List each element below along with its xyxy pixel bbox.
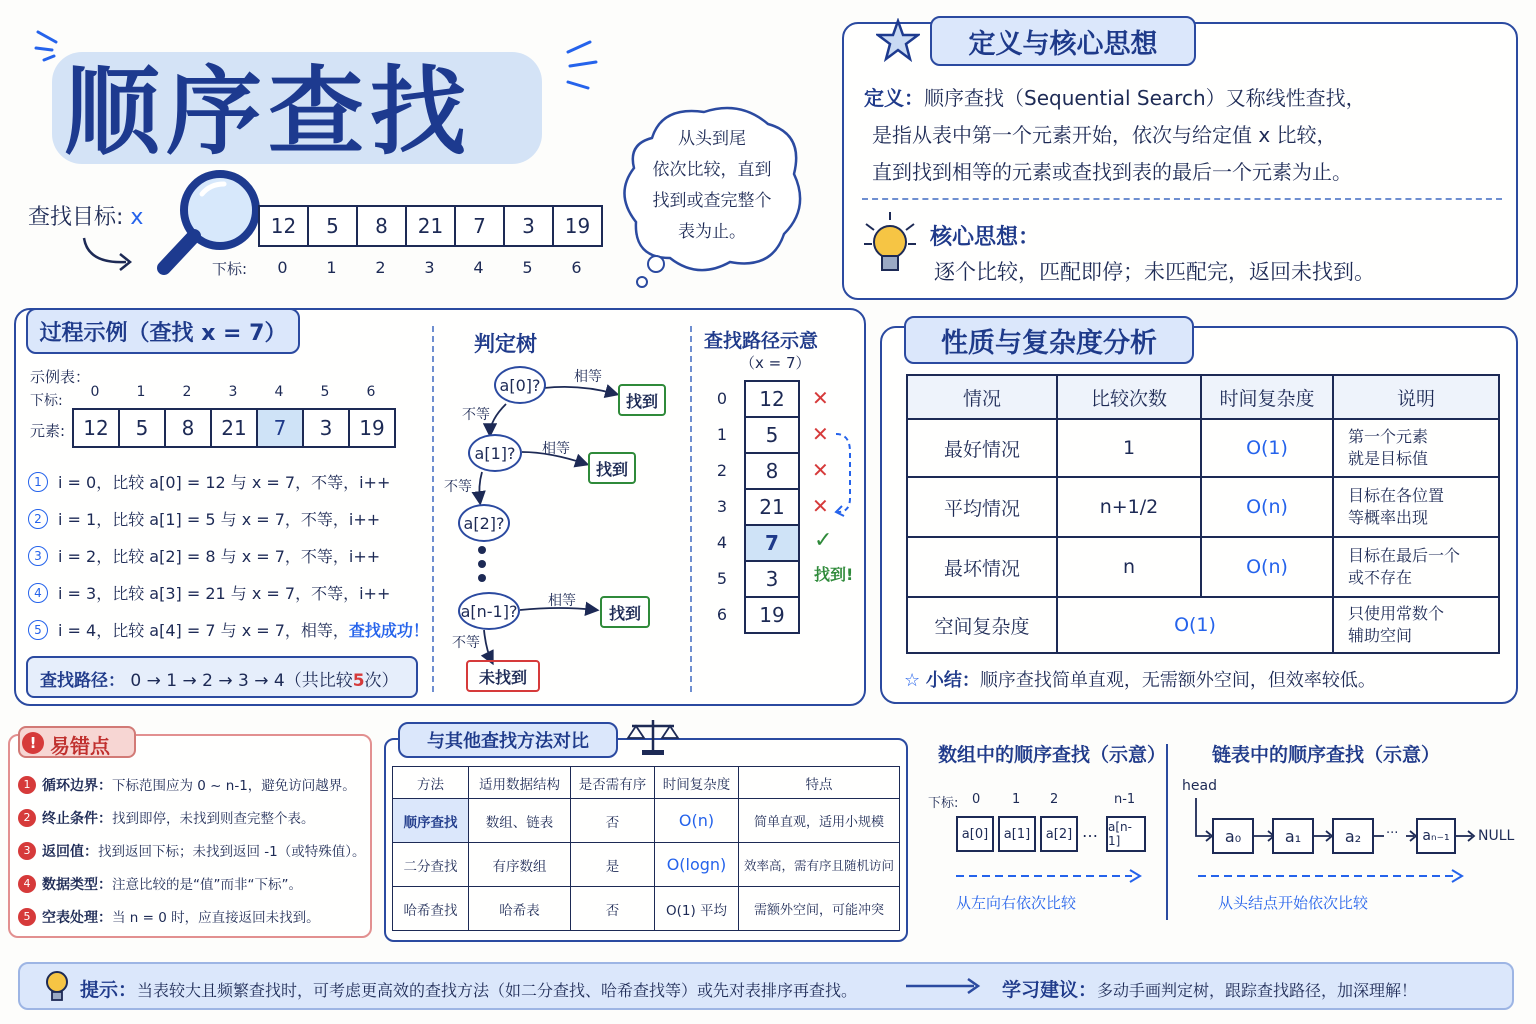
- prop-note: 第一个元素 就是目标值: [1333, 419, 1499, 477]
- prop-header-case: 情况: [907, 375, 1057, 419]
- list-node: aₙ₋₁: [1416, 818, 1456, 854]
- footer-bulb-icon: [42, 968, 72, 1004]
- step-item: [28, 470, 390, 493]
- compare-cell: 是: [571, 843, 655, 887]
- tree-node-n: a[n-1]?: [458, 592, 520, 630]
- definition-text: 定义：顺序查找（Sequential Search）又称线性查找， 是指从表中第一个元素开始，依次与给定值 x 比较， 直到找到相等的元素或查找到表的最后一个元素为止。: [864, 86, 1366, 184]
- path-index: 2: [716, 461, 728, 480]
- path-cell: 7: [744, 524, 800, 562]
- top-array-index: 5: [522, 258, 533, 277]
- definition-divider: [862, 198, 1502, 200]
- compare-cell: O(n): [655, 799, 739, 843]
- error-title: 数据类型：: [42, 877, 112, 893]
- path-index: 5: [716, 569, 728, 588]
- errors-tag: 易错点: [50, 734, 110, 758]
- summary: ☆ 小结：顺序查找简单直观，无需额外空间，但效率较低。: [904, 670, 1376, 691]
- array-index: n-1: [1114, 792, 1136, 807]
- example-index: 1: [136, 384, 146, 400]
- list-node: a₁: [1272, 818, 1314, 854]
- compare-header: 适用数据结构: [469, 767, 571, 799]
- target-label: 查找目标: x: [28, 205, 144, 230]
- top-array-index: 3: [424, 258, 435, 277]
- tree-not-found: 未找到: [466, 660, 540, 692]
- error-text: [42, 807, 315, 828]
- step-text-main: i = 1，比较 a[1] = 5 与 x = 7，不等，i++: [58, 510, 381, 529]
- array-cell: a[1]: [998, 816, 1036, 852]
- compare-header: 方法: [393, 767, 469, 799]
- cross-icon: ✕: [812, 386, 829, 410]
- top-array-cell: 3: [503, 205, 554, 247]
- step-text-main: i = 3，比较 a[3] = 21 与 x = 7，不等，i++: [58, 584, 391, 603]
- path-index: 6: [716, 605, 728, 624]
- path-cell: 21: [744, 488, 800, 526]
- lightbulb-icon: [862, 210, 918, 280]
- error-title: 空表处理：: [42, 910, 112, 926]
- tree-equal-1: 相等: [542, 441, 570, 457]
- prop-count: 1: [1057, 419, 1201, 477]
- step-number-icon: 5: [28, 620, 48, 640]
- page-title: 顺序查找: [64, 56, 472, 168]
- prop-time: O(n): [1201, 477, 1333, 537]
- top-array-cell: 5: [307, 205, 358, 247]
- footer-tip: 提示：当表较大且频繁查找时，可考虑更高效的查找方法（如二分查找、哈希查找等）或先对表排序再查找。: [80, 979, 858, 1001]
- error-item: [18, 807, 315, 828]
- array-ellipsis: …: [1082, 822, 1098, 841]
- tree-notequal-0: 不等: [462, 407, 490, 423]
- example-cell: 19: [348, 408, 396, 448]
- compare-cell: 数组、链表: [469, 799, 571, 843]
- path-cell: 5: [744, 416, 800, 454]
- tree-title: 判定树: [474, 332, 537, 356]
- error-text: [42, 906, 320, 927]
- top-array-index: 4: [473, 258, 484, 277]
- step-number-icon: 4: [28, 583, 48, 603]
- error-desc: 当 n = 0 时，应直接返回未找到。: [112, 910, 320, 926]
- curved-arrow-icon: [78, 232, 142, 276]
- array-index: 1: [1012, 792, 1021, 807]
- example-index-label: 下标:: [30, 393, 63, 409]
- error-item: [18, 840, 366, 861]
- step-text: [58, 544, 380, 567]
- bubble-text: 从头到尾 依次比较，直到 找到或查完整个 表为止。: [652, 129, 772, 242]
- warning-icon: !: [22, 732, 44, 754]
- core-text: 逐个比较，匹配即停；未匹配完，返回未找到。: [934, 260, 1375, 284]
- step-text-main: i = 2，比较 a[2] = 8 与 x = 7，不等，i++: [58, 547, 381, 566]
- prop-time: O(n): [1201, 537, 1333, 597]
- step-item: [28, 507, 380, 530]
- example-cell: 7: [256, 408, 304, 448]
- compare-header: 时间复杂度: [655, 767, 739, 799]
- step-number-icon: 3: [28, 546, 48, 566]
- top-array-cell: 7: [454, 205, 505, 247]
- top-array-cell: 8: [356, 205, 407, 247]
- magnifier-icon: [150, 160, 270, 285]
- top-array-index: 0: [277, 258, 288, 277]
- example-index: 3: [228, 384, 238, 400]
- tree-found-0: 找到: [618, 384, 666, 416]
- compare-cell: O(1) 平均: [655, 887, 739, 931]
- example-cell: 3: [302, 408, 350, 448]
- tree-node-0: a[0]?: [494, 366, 546, 404]
- compare-cell: 否: [571, 887, 655, 931]
- step-item: [28, 618, 429, 641]
- prop-case: 最好情况: [907, 419, 1057, 477]
- top-array-cell: 19: [552, 205, 603, 247]
- step-text-main: i = 4，比较 a[4] = 7 与 x = 7，相等，: [58, 621, 349, 640]
- prop-count: n: [1057, 537, 1201, 597]
- example-cell: 12: [72, 408, 120, 448]
- example-cell: 8: [164, 408, 212, 448]
- sparkle-left-icon: [30, 20, 80, 70]
- error-number-icon: 4: [18, 875, 36, 893]
- path-diagram-title: 查找路径示意: [704, 330, 819, 352]
- tree-equal-0: 相等: [574, 369, 602, 385]
- summary-star-icon: ☆: [904, 670, 921, 691]
- compare-header: 是否需有序: [571, 767, 655, 799]
- cross-icon: ✕: [812, 458, 829, 482]
- prop-case: 最坏情况: [907, 537, 1057, 597]
- tree-node-2: a[2]?: [458, 504, 510, 542]
- footer-advice: 学习建议：多动手画判定树，跟踪查找路径，加深理解！: [1002, 979, 1418, 1001]
- compare-table: [392, 766, 900, 931]
- found-text: 找到!: [814, 565, 854, 584]
- path-index: 0: [716, 389, 728, 408]
- path-diagram-subtitle: （x = 7）: [740, 354, 811, 372]
- list-dots: ···: [1386, 826, 1399, 841]
- example-index: 5: [320, 384, 330, 400]
- compare-header: 特点: [739, 767, 900, 799]
- error-text: [42, 774, 356, 795]
- array-index: 0: [972, 792, 981, 807]
- bottom-separator: [1166, 744, 1168, 920]
- error-desc: 下标范围应为 0 ~ n-1，避免访问越界。: [112, 778, 356, 794]
- step-text: [58, 507, 380, 530]
- tree-notequal-n: 不等: [452, 635, 480, 651]
- example-index: 0: [90, 384, 100, 400]
- compare-cell: 需额外空间，可能冲突: [739, 887, 900, 931]
- tree-node-1: a[1]?: [468, 434, 522, 472]
- check-icon: ✓: [814, 528, 833, 553]
- compare-tag: 与其他查找方法对比: [398, 722, 618, 758]
- example-cell: 5: [118, 408, 166, 448]
- array-cell: a[n-1]: [1106, 816, 1146, 852]
- example-index: 6: [366, 384, 376, 400]
- definition-tag: 定义与核心思想: [930, 16, 1196, 66]
- list-search-title: 链表中的顺序查找（示意）: [1212, 744, 1441, 766]
- top-array-index: 6: [571, 258, 582, 277]
- example-cell: 21: [210, 408, 258, 448]
- prop-space-note: 只使用常数个 辅助空间: [1333, 597, 1499, 653]
- compare-cell: 效率高，需有序且随机访问: [739, 843, 900, 887]
- scales-icon: [626, 716, 680, 758]
- path-cell: 19: [744, 596, 800, 634]
- compare-cell: 否: [571, 799, 655, 843]
- example-elem-label: 元素:: [30, 422, 66, 440]
- error-desc: 找到返回下标；未找到返回 -1（或特殊值）。: [98, 844, 366, 860]
- list-null: NULL: [1478, 828, 1515, 844]
- error-item: [18, 774, 356, 795]
- prop-note: 目标在最后一个 或不存在: [1333, 537, 1499, 597]
- return-arrow-icon: [832, 428, 856, 518]
- prop-header-count: 比较次数: [1057, 375, 1201, 419]
- path-index: 1: [716, 425, 728, 444]
- step-text: [58, 581, 390, 604]
- prop-count: n+1/2: [1057, 477, 1201, 537]
- step-item: [28, 581, 390, 604]
- error-number-icon: 3: [18, 842, 36, 860]
- compare-method: 二分查找: [393, 843, 469, 887]
- path-index: 4: [716, 533, 728, 552]
- prop-header-time: 时间复杂度: [1201, 375, 1333, 419]
- prop-space-value: O(1): [1057, 597, 1333, 653]
- compare-cell: 简单直观，适用小规模: [739, 799, 900, 843]
- compare-cell: 有序数组: [469, 843, 571, 887]
- array-index: 2: [1050, 792, 1059, 807]
- compare-cell: O(logn): [655, 843, 739, 887]
- compare-cell: 哈希表: [469, 887, 571, 931]
- tree-found-n: 找到: [600, 596, 650, 628]
- array-arrow-icon: [954, 866, 1144, 886]
- error-number-icon: 5: [18, 908, 36, 926]
- tree-notequal-1: 不等: [444, 479, 472, 495]
- top-index-label: 下标:: [212, 260, 248, 278]
- array-cell: a[2]: [1040, 816, 1078, 852]
- list-node: a₂: [1332, 818, 1374, 854]
- core-label: 核心思想：: [930, 225, 1041, 250]
- example-index: 4: [274, 384, 284, 400]
- step-number-icon: 2: [28, 509, 48, 529]
- cross-icon: ✕: [812, 422, 829, 446]
- properties-tag: 性质与复杂度分析: [904, 316, 1194, 364]
- error-desc: 注意比较的是“值”而非“下标”。: [112, 877, 302, 893]
- step-success: 查找成功！: [348, 621, 429, 640]
- list-node: a₀: [1212, 818, 1254, 854]
- top-array-cell: 21: [405, 205, 456, 247]
- error-number-icon: 2: [18, 809, 36, 827]
- process-separator-1: [432, 326, 434, 692]
- properties-table: [906, 374, 1500, 654]
- compare-method: 顺序查找: [393, 799, 469, 843]
- prop-space-case: 空间复杂度: [907, 597, 1057, 653]
- prop-header-note: 说明: [1333, 375, 1499, 419]
- path-cell: 8: [744, 452, 800, 490]
- error-text: [42, 873, 302, 894]
- error-desc: 找到即停，未找到则查完整个表。: [112, 811, 315, 827]
- tree-found-1: 找到: [588, 452, 636, 484]
- path-cell: 12: [744, 380, 800, 418]
- list-caption: 从头结点开始依次比较: [1218, 894, 1369, 912]
- error-title: 返回值：: [42, 844, 98, 860]
- footer-arrow-icon: [904, 976, 984, 996]
- error-title: 循环边界：: [42, 778, 112, 794]
- path-cell: 3: [744, 560, 800, 598]
- array-cell: a[0]: [956, 816, 994, 852]
- sparkle-right-icon: [560, 38, 610, 98]
- step-text-main: i = 0，比较 a[0] = 12 与 x = 7，不等，i++: [58, 473, 391, 492]
- tree-equal-n: 相等: [548, 593, 576, 609]
- error-number-icon: 1: [18, 776, 36, 794]
- star-icon: [876, 18, 920, 62]
- compare-method: 哈希查找: [393, 887, 469, 931]
- list-arrow-icon: [1196, 866, 1466, 886]
- top-array-cell: 12: [258, 205, 309, 247]
- top-array-index: 2: [375, 258, 386, 277]
- list-head-label: head: [1182, 778, 1217, 794]
- top-array-index: 1: [326, 258, 337, 277]
- array-index-label: 下标:: [928, 796, 959, 811]
- path-text: 查找路径： 0 → 1 → 2 → 3 → 4（共比较5次）: [40, 671, 399, 691]
- process-tag: 过程示例（查找 x = 7）: [26, 308, 300, 354]
- prop-time: O(1): [1201, 419, 1333, 477]
- error-text: [42, 840, 366, 861]
- array-caption: 从左向右依次比较: [956, 894, 1077, 912]
- prop-note: 目标在各位置 等概率出现: [1333, 477, 1499, 537]
- example-index: 2: [182, 384, 192, 400]
- example-table-label: 示例表：: [30, 368, 91, 386]
- step-item: [28, 544, 380, 567]
- array-search-title: 数组中的顺序查找（示意）: [938, 744, 1167, 766]
- step-number-icon: 1: [28, 472, 48, 492]
- error-title: 终止条件：: [42, 811, 112, 827]
- prop-case: 平均情况: [907, 477, 1057, 537]
- path-index: 3: [716, 497, 728, 516]
- error-item: [18, 906, 320, 927]
- error-item: [18, 873, 302, 894]
- process-separator-2: [690, 326, 692, 692]
- step-text: [58, 618, 429, 641]
- cross-icon: ✕: [812, 494, 829, 518]
- step-text: [58, 470, 390, 493]
